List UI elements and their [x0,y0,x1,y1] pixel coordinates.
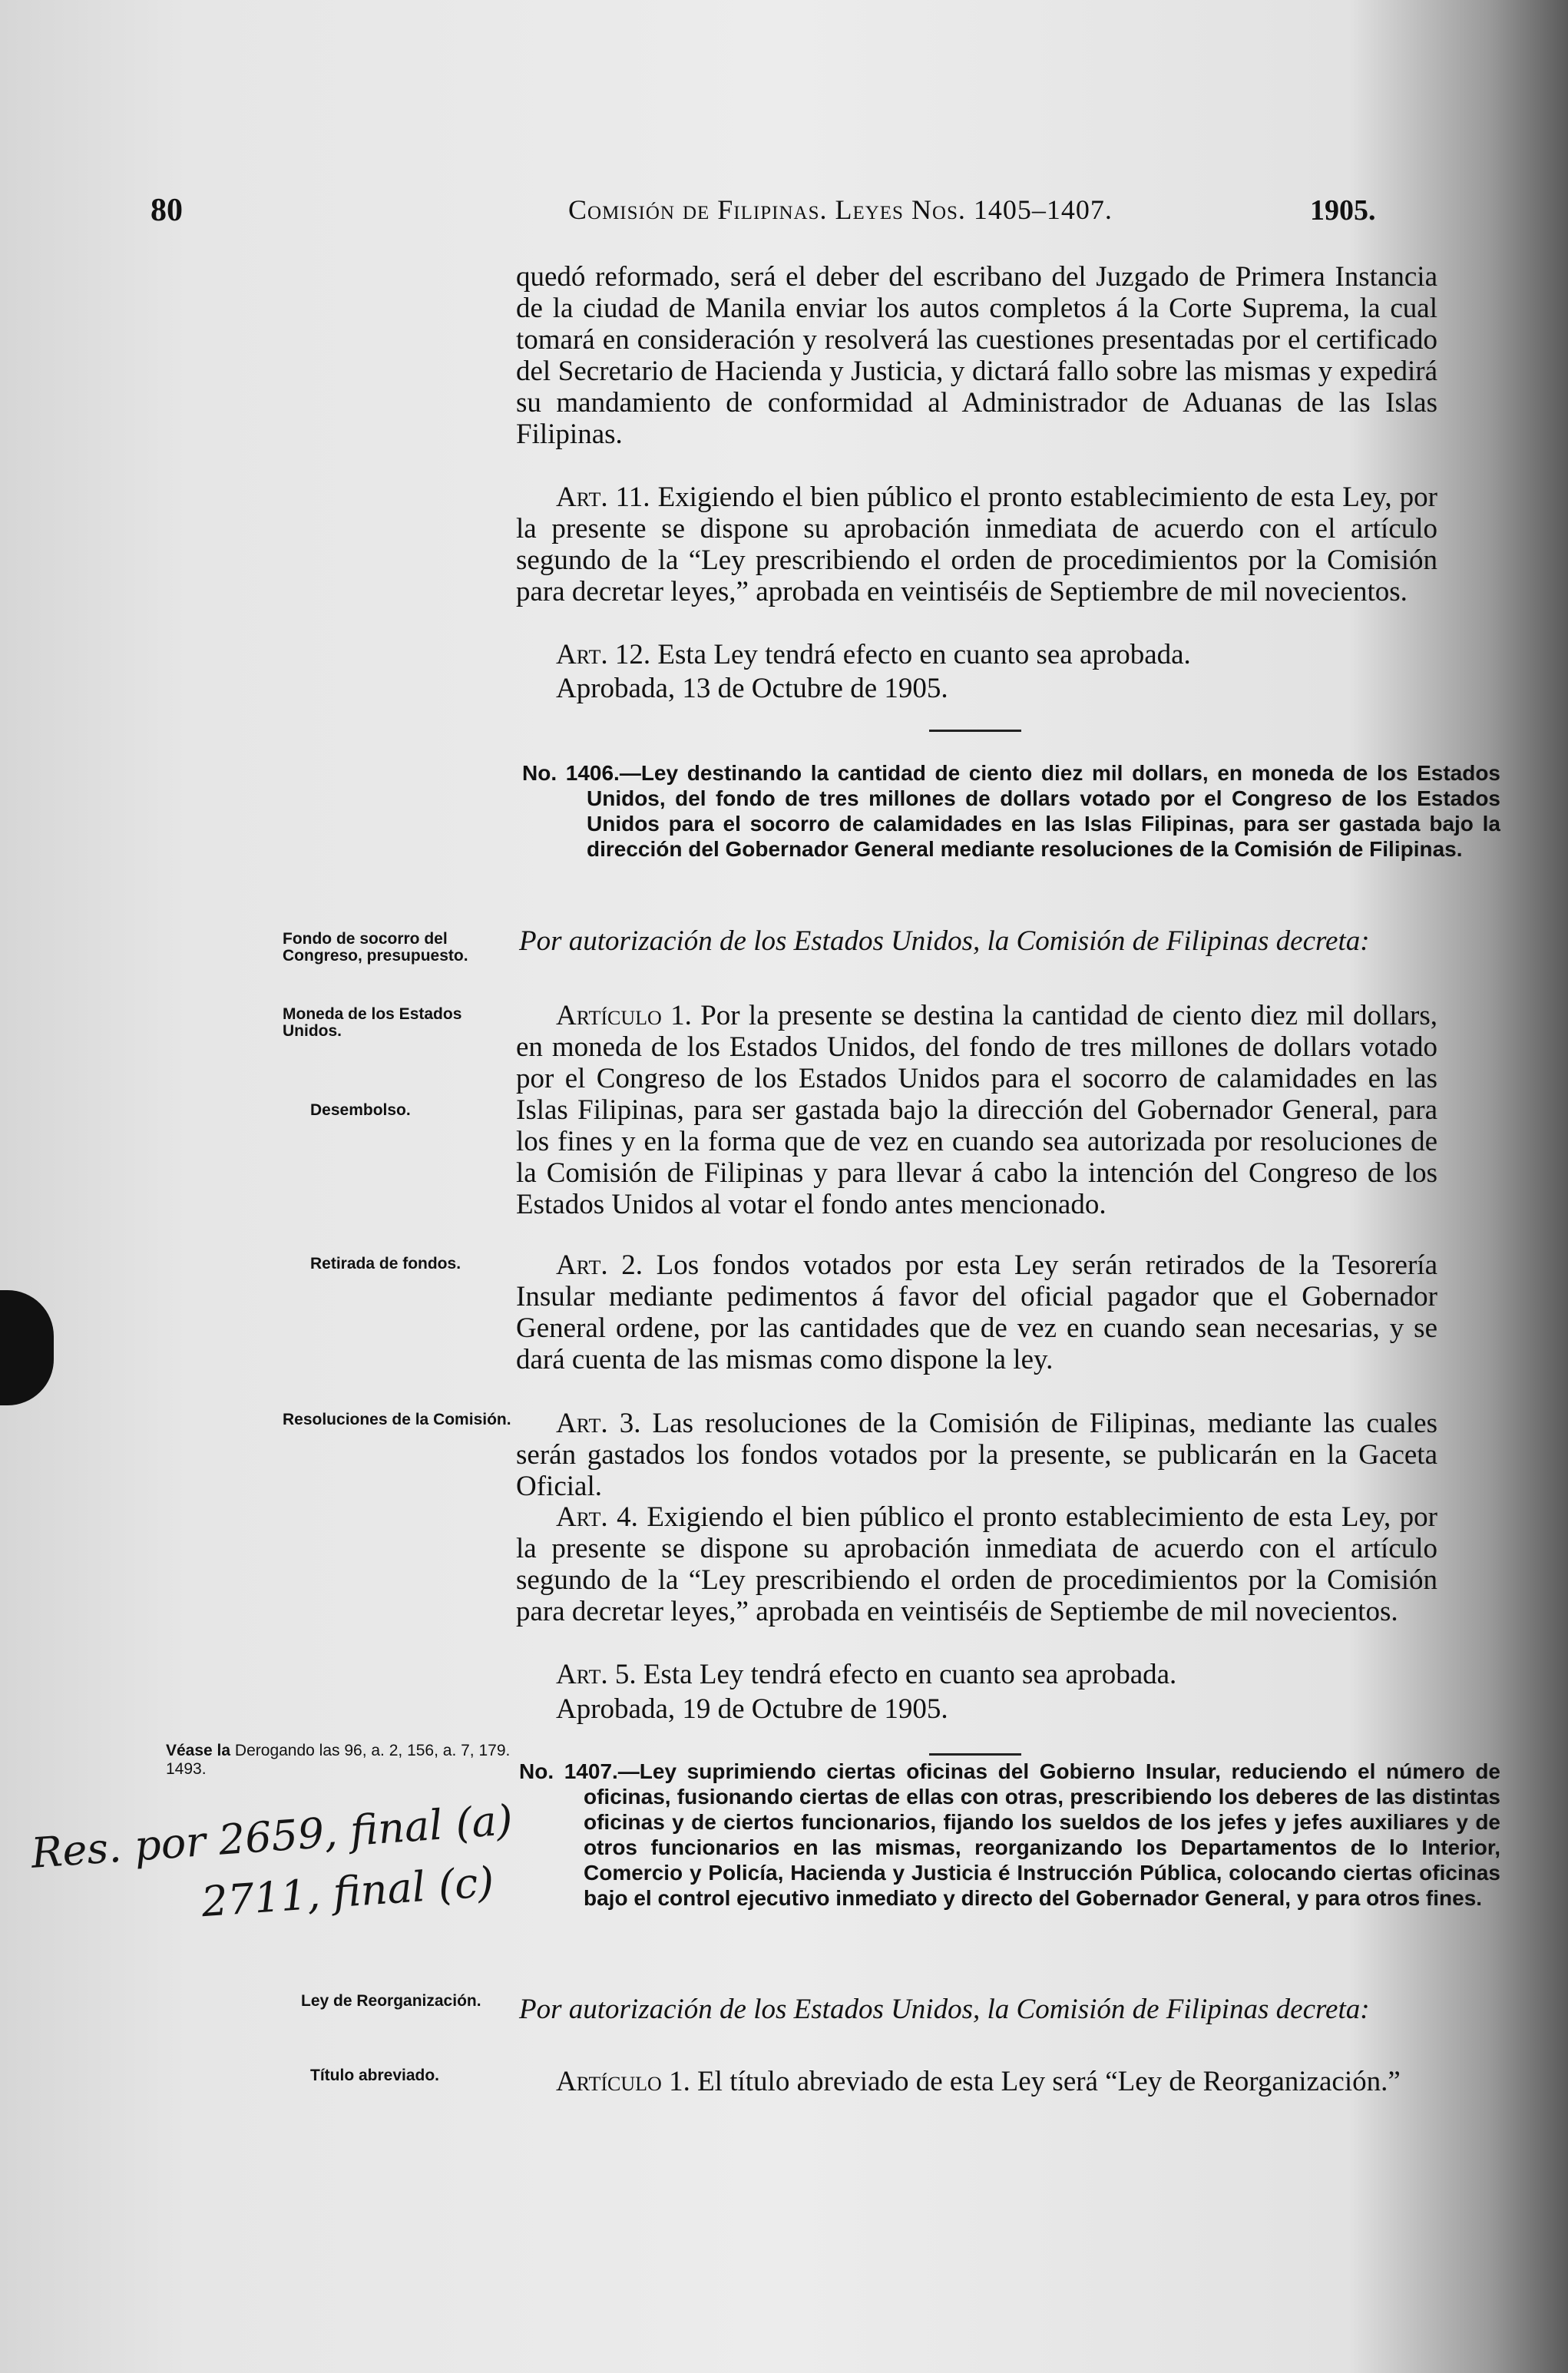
act1405-art12 [516,639,1437,670]
act1406-approved: Aprobada, 19 de Octubre de 1905. [556,1693,948,1725]
art-text: Los fondos votados por esta Ley serán retirados de la Tesorería Insular mediante pedimentos á favor del oficial pagador que el Gobernador General ordene, por las cantidades que de vez en cuando sean necesarias, y se dará cuenta de las mismas como dispone la ley. [516,1249,1438,1375]
art-label: Art. 2. [556,1249,643,1281]
act1406-heading: No. 1406.—Ley destinando la cantidad de ciento diez mil dollars, en moneda de los Estados Unidos, del fondo de tres millones de dollars votado por el Congreso de los Estados Unidos para el socorro de calamidades en las Islas Filipinas, para ser gastada bajo la dirección del Gobernador General mediante resoluciones de la Comisión de Filipinas. [522,761,1500,861]
art-label: Art. 5. [556,1659,637,1690]
act1406-art2 [516,1249,1437,1375]
handwritten-note-line2: 2711, final (c) [200,1857,496,1927]
art-text: Por la presente se destina la cantidad de ciento diez mil dollars, en moneda de los Estados Unidos, del fondo de tres millones de dollars votado por el Congreso de los Estados Unidos para el socorro de calamidades en las Islas Filipinas, para ser gastada bajo la dirección del Gobernador General, para los fines y en la forma que de vez en cuando sea autorizada por resoluciones de la Comisión de Filipinas y para llevar á cabo la intención del Congreso de los Estados Unidos al votar el fondo antes mencionado. [516,1000,1437,1220]
art-text: Esta Ley tendrá efecto en cuanto sea aprobada. [643,1659,1177,1690]
art-text: El título abreviado de esta Ley será “Ley de Reorganización.” [697,2066,1401,2097]
act1405-art11 [516,482,1437,607]
reference-vease-number: 1493. [166,1760,207,1778]
reference-note [166,1742,516,1779]
margin-note-desembolso: Desembolso. [310,1101,411,1119]
art-text: Esta Ley tendrá efecto en cuanto sea aprobada. [657,639,1191,670]
art-label: Artículo 1. [556,1000,692,1031]
margin-note-resoluciones: Resoluciones de la Comisión. [283,1411,511,1428]
art-text: Las resoluciones de la Comisión de Filipinas, mediante las cuales serán gastados los fondos votados por la presente, se publicarán en la Gaceta Oficial. [516,1408,1437,1502]
running-year: 1905. [1310,194,1376,227]
reference-derogando: Derogando las 96, a. 2, 156, a. 7, 179. [234,1742,511,1759]
section-rule [929,730,1021,732]
art-label: Art. 3. [556,1408,641,1439]
act1406-art3 [516,1408,1437,1502]
act1406-enacting: Por autorización de los Estados Unidos, la Comisión de Filipinas decreta: [519,925,1370,957]
act1406-art4 [516,1501,1437,1627]
page-number: 80 [151,193,183,228]
act1407-art1 [516,2066,1437,2097]
act1406-art5 [516,1659,1437,1690]
reference-vease: Véase la [166,1742,231,1759]
act1407-heading: No. 1407.—Ley suprimiendo ciertas oficinas del Gobierno Insular, reduciendo el número de oficinas, fusionando ciertas de ellas con otras, prescribiendo los deberes de las distintas oficinas y de ciertos funcionarios, fijando los sueldos de los jefes y jefes auxiliares y de otros funcionarios en las mismas, reorganizando los Departamentos de lo Interior, Comercio y Policía, Hacienda y Justicia é Instrucción Pública, colocando ciertas oficinas bajo el control ejecutivo inmediato y directo del Gobernador General, y para otros fines. [519,1759,1500,1910]
handwritten-note-line1: Res. por 2659, final (a) [29,1795,514,1878]
margin-note-ley-reorganizacion: Ley de Reorganización. [301,1992,481,2010]
running-title: Comisión de Filipinas. Leyes Nos. 1405–1407. [568,194,1113,225]
art-label: Art. 4. [556,1501,638,1533]
act1405-continuation: quedó reformado, será el deber del escribano del Juzgado de Primera Instancia de la ciudad de Manila enviar los autos completos á la Corte Suprema, la cual tomará en consideración y resolverá las cuestiones presentadas por el certificado del Secretario de Hacienda y Justicia, y dictará fallo sobre las mismas y expedirá su mandamiento de conformidad al Administrador de Aduanas de las Islas Filipinas. [516,261,1437,450]
margin-note-titulo: Título abreviado. [310,2067,440,2084]
art-label: Art. 11. [556,482,650,513]
margin-note-retirada: Retirada de fondos. [310,1255,461,1273]
act1406-art1 [516,1000,1437,1220]
margin-note-moneda: Moneda de los Estados Unidos. [283,1005,462,1040]
art-text: Exigiendo el bien público el pronto establecimiento de esta Ley, por la presente se dispone su aprobación inmediata de acuerdo con el artículo segundo de la “Ley prescribiendo el orden de procedimientos por la Comisión para decretar leyes,” aprobada en veintiséis de Septiembe de mil novecientos. [516,1501,1437,1627]
act1407-enacting: Por autorización de los Estados Unidos, la Comisión de Filipinas decreta: [519,1994,1370,2025]
margin-note-fondo: Fondo de socorro del Congreso, presupuesto. [283,930,468,965]
art-text: Exigiendo el bien público el pronto establecimiento de esta Ley, por la presente se dispone su aprobación inmediata de acuerdo con el artículo segundo de la “Ley prescribiendo el orden de procedimientos por la Comisión para decretar leyes,” aprobada en veintiséis de Septiembre de mil novecientos. [516,482,1437,607]
section-rule [929,1753,1021,1756]
art-label: Artículo 1. [556,2066,690,2097]
art-label: Art. 12. [556,639,651,670]
act1405-approved: Aprobada, 13 de Octubre de 1905. [556,673,948,704]
